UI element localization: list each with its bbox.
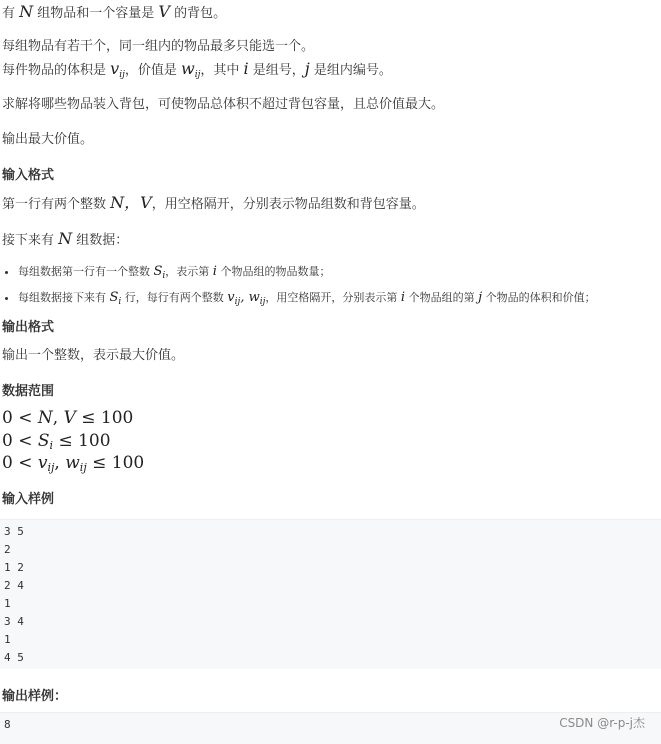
text: 有 [2, 6, 20, 21]
code-line: 2 4 [4, 579, 24, 592]
text: 接下来有 [2, 233, 59, 248]
math-i: i [243, 59, 249, 78]
sample-input-code-block [0, 519, 661, 669]
code-line: 1 [4, 633, 11, 646]
math-S-i: $S_i$ [153, 264, 166, 281]
text: ，其中 [200, 63, 244, 78]
code-line: 1 [4, 597, 11, 610]
list-item: • 每组数据接下来有 $S_i$ 行，每行有两个整数 $v_{ij}$, $w_{ij}$，用空格隔开，分别表示第 i 个物品组的第 j 个物品的体积和价值； [18, 287, 596, 313]
list-item: • 每组数据第一行有一个整数 $S_i$，表示第 i 个物品组的物品数量； [18, 261, 596, 287]
data-range-heading: 数据范围 [2, 384, 55, 399]
code-line: 4 5 [4, 651, 24, 664]
text: 是组号， [248, 63, 305, 78]
math-v-w: $v_{ij}$, $w_{ij}$ [227, 290, 266, 307]
output-format-heading: 输出格式 [2, 320, 55, 335]
math-w-ij: $w_{ij}$ [181, 59, 201, 80]
code-line: 3 5 [4, 525, 24, 538]
description-line-3 [2, 58, 392, 86]
description-line-1 [2, 1, 226, 25]
text: 每件物品的体积是 [2, 63, 111, 78]
code-line: 2 [4, 543, 11, 556]
math-N: N [58, 229, 73, 248]
math-v-ij: $v_{ij}$ [110, 59, 125, 80]
range-formula-1: 0 < N, V ≤ 100 [2, 408, 134, 428]
text: 是组内编号。 [309, 63, 392, 78]
text: ，价值是 [124, 63, 181, 78]
input-format-bullets [2, 261, 596, 313]
text: 组数据： [72, 233, 129, 248]
input-format-line-2 [2, 228, 128, 252]
math-S-i: $S_i$ [109, 290, 122, 307]
range-formula-2: $0 < S_i \le 100$ [2, 431, 111, 452]
text: 的背包。 [169, 6, 227, 21]
math-i: i [212, 264, 217, 279]
range-formula-3: $0 < v_{ij}$, $w_{ij} \le 100$ [2, 453, 145, 474]
text: 组物品和一个容量是 [33, 6, 159, 21]
math-V: V [158, 2, 170, 21]
code-line: 1 2 [4, 561, 24, 574]
text: 第一行有两个整数 [2, 197, 111, 212]
input-format-heading: 输入格式 [2, 168, 55, 183]
sample-input-heading: 输入样例 [2, 492, 55, 507]
description-line-2: 每组物品有若干个，同一组内的物品最多只能选一个。 [2, 39, 315, 54]
output-format-line: 输出一个整数，表示最大价值。 [2, 348, 185, 363]
input-format-line-1 [2, 192, 425, 216]
description-line-4: 求解将哪些物品装入背包，可使物品总体积不超过背包容量，且总价值最大。 [2, 97, 445, 112]
text: ，用空格隔开，分别表示物品组数和背包容量。 [151, 197, 425, 212]
description-line-5: 输出最大价值。 [2, 132, 94, 147]
csdn-watermark: CSDN @r-p-j杰 [559, 716, 645, 730]
math-i: i [400, 290, 406, 305]
math-N-V: N，V [110, 193, 152, 212]
code-line: 8 [4, 718, 11, 731]
code-line: 3 4 [4, 615, 24, 628]
math-j: j [304, 59, 310, 78]
math-N: N [19, 2, 34, 21]
sample-output-heading: 输出样例： [2, 689, 68, 704]
math-j: j [478, 290, 483, 305]
